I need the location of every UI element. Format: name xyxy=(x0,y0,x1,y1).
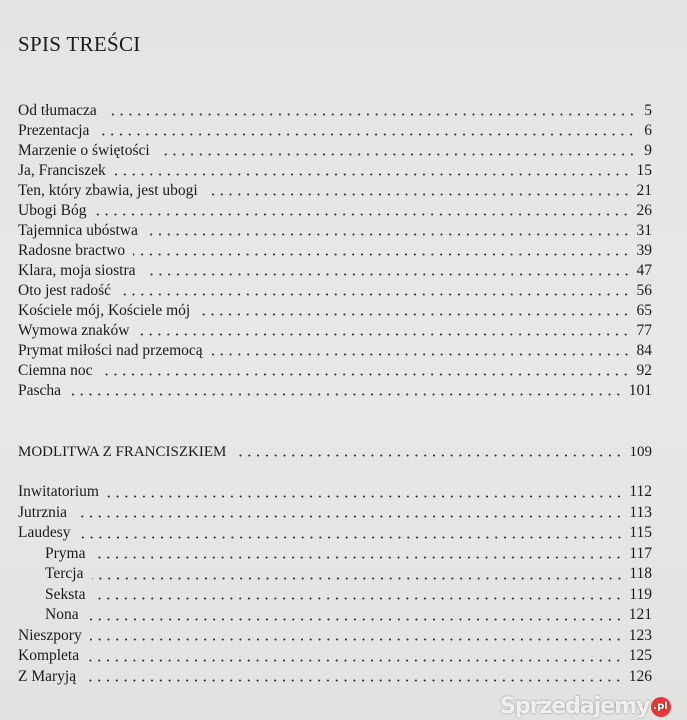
toc-entry xyxy=(18,161,652,181)
toc-entry xyxy=(18,101,652,121)
entry-page: 26 xyxy=(636,202,652,219)
entry-label: Tercja xyxy=(45,565,84,582)
prayer-list xyxy=(18,482,652,687)
entry-page: 65 xyxy=(636,302,652,319)
entry-label: Tajemnica ubóstwa xyxy=(18,222,138,239)
toc-entry xyxy=(18,221,652,241)
entry-page: 109 xyxy=(629,444,652,460)
dot-leader xyxy=(93,556,623,559)
dot-leader xyxy=(79,536,624,539)
toc-entry xyxy=(18,241,652,261)
entry-label: Prymat miłości nad przemocą xyxy=(18,342,203,359)
dot-leader xyxy=(198,313,630,316)
toc-entry xyxy=(18,523,652,544)
entry-page: 56 xyxy=(636,282,652,299)
dot-leader xyxy=(105,113,636,116)
toc-entry xyxy=(18,442,652,462)
dot-leader xyxy=(84,679,623,682)
chapter-list xyxy=(18,101,652,401)
entry-label: Wymowa znaków xyxy=(18,322,130,339)
entry-page: 77 xyxy=(636,322,652,339)
dot-leader xyxy=(94,213,630,216)
dot-leader xyxy=(93,597,623,600)
entry-label: Laudesy xyxy=(18,524,71,541)
entry-label: Ubogi Bóg xyxy=(18,202,87,219)
dot-leader xyxy=(211,353,631,356)
dot-leader xyxy=(144,273,631,276)
entry-label: Nieszpory xyxy=(18,626,82,644)
toc-entry xyxy=(18,585,652,606)
watermark-text: Sprzedajemy xyxy=(500,694,650,719)
toc-entry xyxy=(18,482,652,503)
entry-page: 31 xyxy=(636,222,652,239)
entry-page: 123 xyxy=(628,626,652,644)
toc-entry xyxy=(18,381,652,401)
entry-page: 112 xyxy=(629,483,652,500)
dot-leader xyxy=(90,638,623,641)
toc-entry xyxy=(18,281,652,301)
entry-label: Jutrznia xyxy=(18,503,68,521)
entry-label: Od tłumacza xyxy=(18,102,97,119)
toc-entry xyxy=(18,201,652,221)
entry-label: Prezentacja xyxy=(18,122,90,139)
toc-entry xyxy=(18,341,652,361)
entry-page: 126 xyxy=(628,667,652,685)
dot-leader xyxy=(206,193,631,196)
entry-page: 117 xyxy=(629,544,652,562)
entry-page: 6 xyxy=(644,122,652,139)
entry-label: Ja, Franciszek xyxy=(18,162,106,179)
entry-page: 92 xyxy=(636,362,652,379)
section-heading xyxy=(18,442,652,462)
entry-label: Oto jest radość xyxy=(18,282,111,299)
entry-page: 84 xyxy=(636,342,652,359)
dot-leader xyxy=(137,333,630,336)
entry-label: Nona xyxy=(45,606,79,623)
entry-page: 47 xyxy=(636,262,652,279)
toc-entry xyxy=(18,564,652,585)
entry-label: Ciemna noc xyxy=(18,362,93,379)
toc-entry xyxy=(18,626,652,647)
dot-leader xyxy=(87,618,623,621)
entry-page: 15 xyxy=(636,162,652,179)
entry-label: Pascha xyxy=(18,382,62,399)
toc-entry xyxy=(18,261,652,281)
toc-entry xyxy=(18,141,652,161)
entry-label: Kościele mój, Kościele mój xyxy=(18,302,191,319)
toc-entry xyxy=(18,646,652,667)
entry-page: 115 xyxy=(629,524,652,541)
dot-leader xyxy=(75,515,623,518)
toc-entry xyxy=(18,605,652,626)
entry-page: 121 xyxy=(628,606,652,623)
entry-page: 101 xyxy=(628,382,652,399)
dot-leader xyxy=(107,495,623,498)
toc-entry xyxy=(18,301,652,321)
entry-label: MODLITWA Z FRANCISZKIEM xyxy=(18,444,227,460)
entry-label: Radosne bractwo xyxy=(18,242,126,259)
dot-leader xyxy=(92,577,624,580)
dot-leader xyxy=(119,293,631,296)
dot-leader xyxy=(87,659,623,662)
dot-leader xyxy=(97,133,636,136)
dot-leader xyxy=(234,454,623,457)
entry-page: 21 xyxy=(636,182,652,199)
entry-label: Seksta xyxy=(45,585,86,603)
watermark-suffix: .pl xyxy=(651,697,671,717)
entry-label: Marzenie o świętości xyxy=(18,142,150,159)
entry-label: Klara, moja siostra xyxy=(18,262,136,279)
entry-page: 5 xyxy=(644,102,652,119)
entry-label: Kompleta xyxy=(18,647,80,664)
toc-entry xyxy=(18,321,652,341)
entry-label: Inwitatorium xyxy=(18,483,99,500)
dot-leader xyxy=(158,153,636,156)
entry-page: 119 xyxy=(629,585,652,603)
entry-label: Pryma xyxy=(45,544,86,562)
entry-page: 125 xyxy=(628,647,652,664)
page-title: SPIS TREŚCI xyxy=(18,32,141,56)
toc-entry xyxy=(18,667,652,688)
dot-leader xyxy=(146,233,631,236)
entry-label: Ten, który zbawia, jest ubogi xyxy=(18,182,198,199)
toc-entry xyxy=(18,361,652,381)
entry-label: Z Maryją xyxy=(18,667,77,685)
dot-leader xyxy=(133,253,630,256)
toc-entry xyxy=(18,121,652,141)
dot-leader xyxy=(114,173,631,176)
entry-page: 113 xyxy=(629,503,652,521)
entry-page: 9 xyxy=(644,142,652,159)
toc-entry xyxy=(18,503,652,524)
entry-page: 118 xyxy=(629,565,652,582)
watermark-logo xyxy=(500,694,671,719)
dot-leader xyxy=(100,373,630,376)
toc-entry xyxy=(18,544,652,565)
dot-leader xyxy=(69,393,623,396)
entry-page: 39 xyxy=(636,242,652,259)
toc-entry xyxy=(18,181,652,201)
